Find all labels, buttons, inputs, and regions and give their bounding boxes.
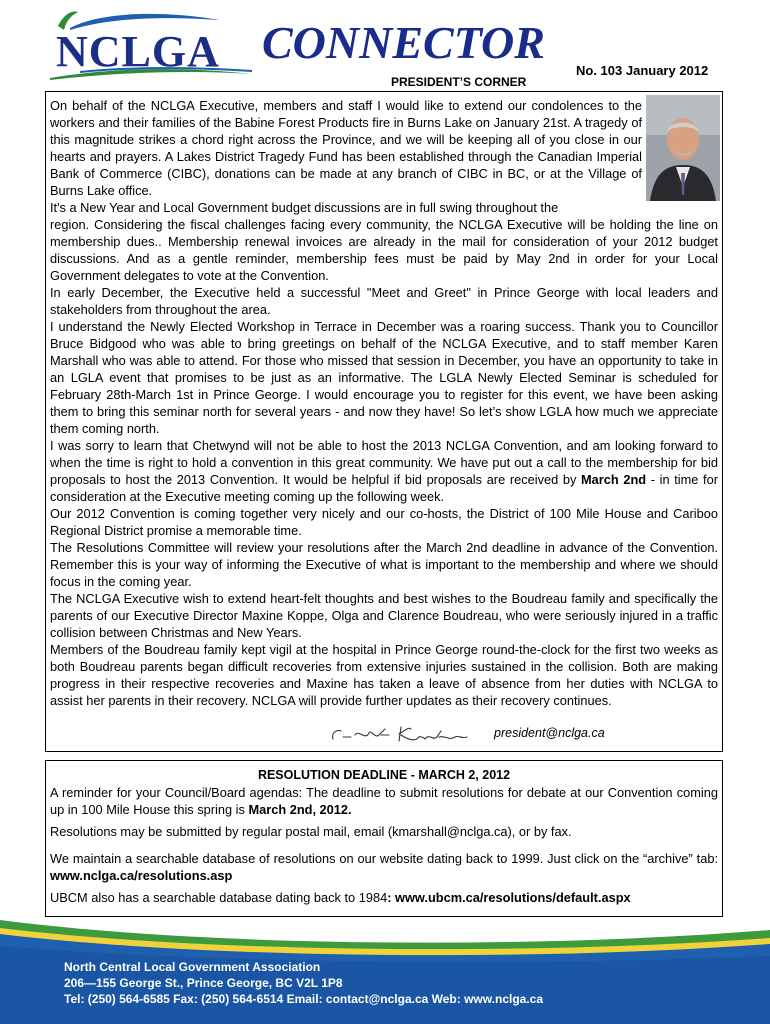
nclga-resolutions-link[interactable]: www.nclga.ca/resolutions.asp [50, 868, 233, 883]
paragraph-newly-elected-workshop: I understand the Newly Elected Workshop in Terrace in December was a roaring success. Thank you to Councillor Bruce Bidgood who was able to bring greetings on behalf of the NCLGA Executive, and to staff member Karen Marshall who was able to attend. For those who missed that session in December, you have an opportunity to take in an LGLA event that promises to be just as an informative. The LGLA Newly Elected Seminar is scheduled for February 28th-March 1st in Prince George. I would encourage you to register for this event, we have been asking them to bring this seminar north for several years - and now they have! So let’s show LGLA how much we appreciate them coming north. [50, 319, 718, 436]
presidents-message [50, 97, 718, 709]
paragraph-chetwynd-convention [50, 437, 718, 505]
resolution-deadline-box [45, 760, 723, 917]
ubcm-database-info [50, 889, 718, 906]
paragraph-membership-dues: region. Considering the fiscal challenges facing every community, the NCLGA Executive will be holding the line on membership dues.. Membership renewal invoices are already in the mail for consideration of your 2012 budget discussions. And as a gentle reminder, membership fees must be paid by May 2nd in order for your Local Government delegates to vote at the Convention. [50, 217, 718, 283]
chetwynd-text-end: - in time for consideration at the Executive meeting coming up the following week. [50, 472, 718, 504]
issue-info: No. 103 January 2012 [576, 63, 709, 78]
resolution-submit-methods: Resolutions may be submitted by regular postal mail, email (kmarshall@nclga.ca), or by fax. [50, 824, 572, 839]
footer-address: 206—155 George St., Prince George, BC V2L 1P8 [64, 976, 343, 990]
resolution-database-info [50, 850, 718, 884]
paragraph-budget-intro: It's a New Year and Local Government budget discussions are in full swing throughout the [50, 200, 559, 215]
publication-title: CONNECTOR [262, 17, 545, 68]
nclga-logo [40, 8, 255, 83]
ubcm-database-text: UBCM also has a searchable database dating back to 1984 [50, 890, 388, 905]
president-signature [329, 723, 479, 745]
presidents-corner-box [45, 91, 723, 752]
president-email[interactable]: president@nclga.ca [494, 726, 605, 740]
resolution-database-text: We maintain a searchable database of resolutions on our website dating back to 1999. Just click on the “archive” tab: [50, 851, 718, 866]
paragraph-condolences: On behalf of the NCLGA Executive, members and staff I would like to extend our condolences to the workers and their families of the Babine Forest Products fire in Burns Lake on January 21st. A tragedy of this magnitude strikes a chord right across the Province, and we will be keeping all of you close in our hearts and prayers. A Lakes District Tragedy Fund has been established through the Canadian Imperial Bank of Commerce (CIBC), donations can be made at any branch of CIBC in BC, or at the Village of Burns Lake office. [50, 98, 642, 198]
resolution-heading: RESOLUTION DEADLINE - MARCH 2, 2012 [257, 768, 511, 782]
footer-contact-info [64, 959, 543, 1007]
bid-deadline-date: March 2nd [581, 472, 647, 487]
paragraph-boudreau-wishes: The NCLGA Executive wish to extend heart-felt thoughts and best wishes to the Boudreau family and specifically the parents of our Executive Director Maxine Koppe, Olga and Clarence Boudreau, who were seriously injured in a traffic collision between Christmas and New Years. [50, 591, 718, 640]
paragraph-resolutions-committee: The Resolutions Committee will review your resolutions after the March 2nd deadline in advance of the Convention. Remember this is your way of informing the Executive of what is important to the membership and where we should focus in the coming year. [50, 540, 718, 589]
paragraph-meet-and-greet: In early December, the Executive held a successful "Meet and Greet" in Prince George with local leaders and stakeholders from throughout the area. [50, 285, 718, 317]
footer-contact-line: Tel: (250) 564-6585 Fax: (250) 564-6514 Email: contact@nclga.ca Web: www.nclga.ca [64, 992, 544, 1006]
resolution-reminder [50, 784, 718, 818]
paragraph-2012-convention: Our 2012 Convention is coming together very nicely and our co-hosts, the District of 100 Mile House and Cariboo Regional District promise a memorable time. [50, 506, 718, 538]
paragraph-boudreau-recovery: Members of the Boudreau family kept vigil at the hospital in Prince George round-the-clock for the first two weeks as both Boudreau parents began difficult recoveries from extensive injuries sustained in the collision. Both are making progress in their respective recoveries and Maxine has taken a leave of absence from her duties with NCLGA to assist her parents in their recovery. NCLGA will provide further updates as their recovery continues. [50, 642, 718, 708]
resolution-reminder-text: A reminder for your Council/Board agendas: The deadline to submit resolutions for debate at our Convention coming up in 100 Mile House this spring is [50, 785, 718, 817]
logo-text: NCLGA [56, 27, 220, 76]
ubcm-resolutions-link[interactable]: : www.ubcm.ca/resolutions/default.aspx [387, 890, 631, 905]
section-heading: PRESIDENT’S CORNER [391, 75, 527, 89]
chetwynd-text: I was sorry to learn that Chetwynd will not be able to host the 2013 NCLGA Convention, and am looking forward to when the time is right to hold a convention in this great community. We have put out a call to the membership for bid proposals to host the 2013 Convention. It would be helpful if bid proposals are received by [50, 438, 718, 487]
newsletter-header [0, 0, 770, 95]
resolution-deadline-date: March 2nd, 2012. [248, 802, 352, 817]
footer-org-name: North Central Local Government Association [64, 960, 321, 974]
